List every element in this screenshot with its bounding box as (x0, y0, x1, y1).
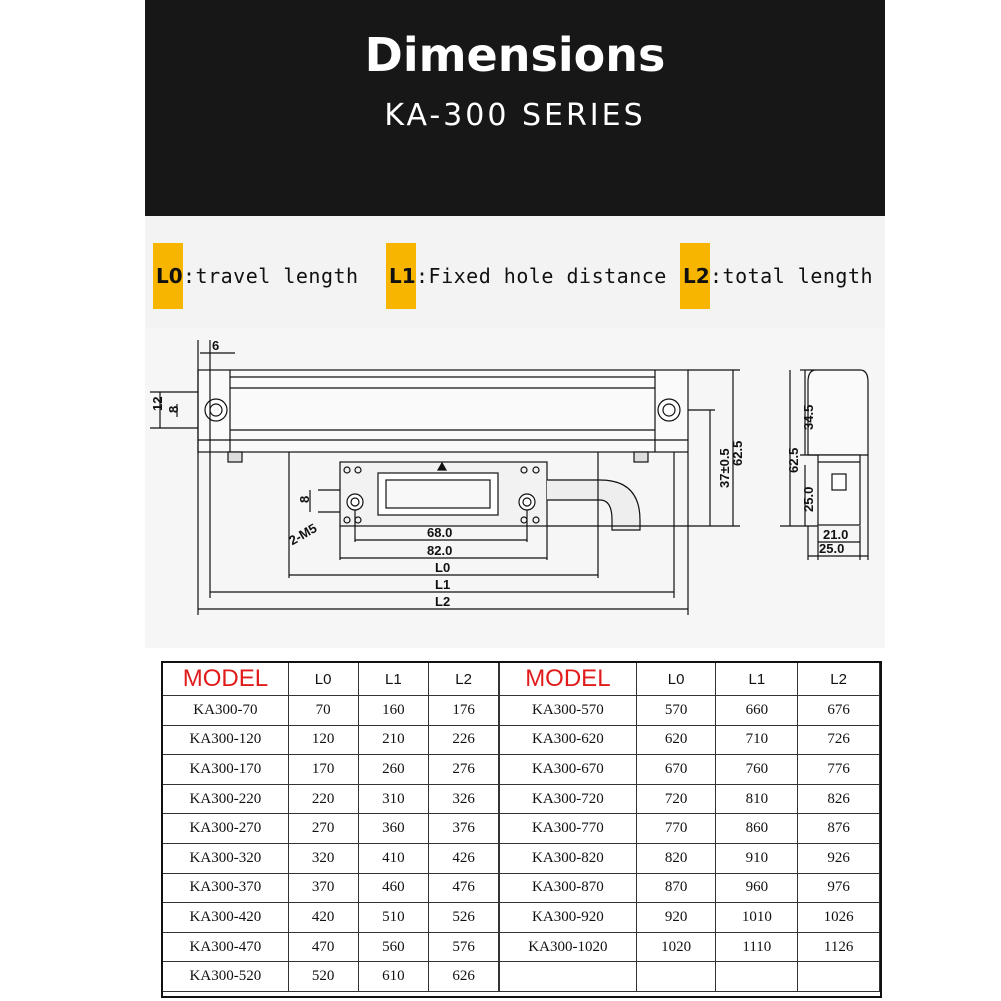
value-cell: 776 (798, 755, 880, 785)
value-cell: 870 (636, 873, 716, 903)
value-cell: 810 (716, 784, 798, 814)
model-cell: KA300-70 (163, 696, 289, 726)
value-cell: 276 (429, 755, 499, 785)
value-cell: 210 (358, 725, 429, 755)
header-l1: L1 (358, 663, 429, 696)
value-cell: 1010 (716, 903, 798, 933)
value-cell: 160 (358, 696, 429, 726)
header-model: MODEL (500, 663, 637, 696)
model-cell: KA300-420 (163, 903, 289, 933)
header-l2: L2 (798, 663, 880, 696)
value-cell: 760 (716, 755, 798, 785)
legend-text-l0: :travel length (183, 264, 359, 288)
legend-code-l0: L0 (153, 243, 183, 309)
value-cell: 120 (288, 725, 358, 755)
value-cell: 410 (358, 843, 429, 873)
value-cell: 710 (716, 725, 798, 755)
model-cell: KA300-220 (163, 784, 289, 814)
side-dim-21-0: 21.0 (823, 527, 849, 542)
value-cell: 960 (716, 873, 798, 903)
model-cell: KA300-770 (500, 814, 637, 844)
legend-text-l2: :total length (710, 264, 874, 288)
header-model: MODEL (163, 663, 289, 696)
dim-12: 12 (150, 396, 165, 411)
value-cell: 560 (358, 932, 429, 962)
value-cell: 926 (798, 843, 880, 873)
value-cell: 920 (636, 903, 716, 933)
value-cell: 460 (358, 873, 429, 903)
side-dim-34-5: 34.5 (801, 404, 816, 430)
value-cell: 770 (636, 814, 716, 844)
value-cell: 526 (429, 903, 499, 933)
dim-l2: L2 (435, 594, 451, 609)
value-cell: 1126 (798, 932, 880, 962)
value-cell: 220 (288, 784, 358, 814)
header-l1: L1 (716, 663, 798, 696)
dim-68: 68.0 (427, 525, 453, 540)
side-dim-25-0b: 25.0 (819, 541, 845, 556)
value-cell: 326 (429, 784, 499, 814)
value-cell: 1110 (716, 932, 798, 962)
dim-82: 82.0 (427, 543, 453, 558)
value-cell: 176 (429, 696, 499, 726)
dim-8b: 8 (297, 495, 312, 503)
legend-code-l1: L1 (386, 243, 416, 309)
value-cell: 320 (288, 843, 358, 873)
value-cell: 726 (798, 725, 880, 755)
model-cell: KA300-720 (500, 784, 637, 814)
value-cell: 270 (288, 814, 358, 844)
model-cell: KA300-120 (163, 725, 289, 755)
dim-8: 8 (166, 405, 181, 413)
legend-code-l2: L2 (680, 243, 710, 309)
value-cell: 70 (288, 696, 358, 726)
value-cell: 376 (429, 814, 499, 844)
left-mount-hole (205, 399, 227, 421)
header-l0: L0 (288, 663, 358, 696)
value-cell: 510 (358, 903, 429, 933)
value-cell: 660 (716, 696, 798, 726)
dim-l0: L0 (435, 560, 451, 575)
side-dim-62-5: 62.5 (786, 447, 801, 473)
model-cell: KA300-570 (500, 696, 637, 726)
value-cell: 570 (636, 696, 716, 726)
value-cell: 610 (358, 962, 429, 992)
value-cell: 676 (798, 696, 880, 726)
value-cell: 826 (798, 784, 880, 814)
value-cell: 226 (429, 725, 499, 755)
value-cell: 910 (716, 843, 798, 873)
value-cell: 260 (358, 755, 429, 785)
value-cell: 476 (429, 873, 499, 903)
side-profile (808, 370, 868, 455)
dim-62-5: 62.5 (730, 440, 745, 466)
cable (547, 480, 640, 530)
value-cell: 620 (636, 725, 716, 755)
value-cell: 976 (798, 873, 880, 903)
model-cell: KA300-820 (500, 843, 637, 873)
model-cell: KA300-370 (163, 873, 289, 903)
model-cell: KA300-520 (163, 962, 289, 992)
value-cell: 470 (288, 932, 358, 962)
dim-2-m5: 2-M5 (286, 520, 320, 549)
value-cell: 370 (288, 873, 358, 903)
model-cell: KA300-1020 (500, 932, 637, 962)
model-cell: KA300-320 (163, 843, 289, 873)
value-cell: 820 (636, 843, 716, 873)
dim-6: 6 (212, 338, 220, 353)
model-cell: KA300-670 (500, 755, 637, 785)
value-cell: 876 (798, 814, 880, 844)
header-l0: L0 (636, 663, 716, 696)
value-cell: 626 (429, 962, 499, 992)
model-cell: KA300-170 (163, 755, 289, 785)
value-cell: 360 (358, 814, 429, 844)
value-cell: 576 (429, 932, 499, 962)
value-cell: 720 (636, 784, 716, 814)
value-cell: 420 (288, 903, 358, 933)
value-cell: 670 (636, 755, 716, 785)
value-cell: 310 (358, 784, 429, 814)
model-cell: KA300-270 (163, 814, 289, 844)
page-title: Dimensions (364, 28, 666, 82)
legend-text-l1: :Fixed hole distance (416, 264, 667, 288)
model-cell: KA300-870 (500, 873, 637, 903)
right-mount-hole (658, 399, 680, 421)
header-l2: L2 (429, 663, 499, 696)
side-dim-25-0: 25.0 (801, 486, 816, 512)
value-cell: 520 (288, 962, 358, 992)
table-frame (161, 661, 882, 998)
dim-37: 37±0.5 (717, 448, 732, 488)
value-cell: 1026 (798, 903, 880, 933)
model-cell: KA300-920 (500, 903, 637, 933)
value-cell: 170 (288, 755, 358, 785)
model-cell: KA300-470 (163, 932, 289, 962)
model-cell: KA300-620 (500, 725, 637, 755)
page-subtitle: KA-300 SERIES (384, 98, 646, 133)
value-cell: 860 (716, 814, 798, 844)
value-cell: 426 (429, 843, 499, 873)
dim-l1: L1 (435, 577, 451, 592)
value-cell: 1020 (636, 932, 716, 962)
